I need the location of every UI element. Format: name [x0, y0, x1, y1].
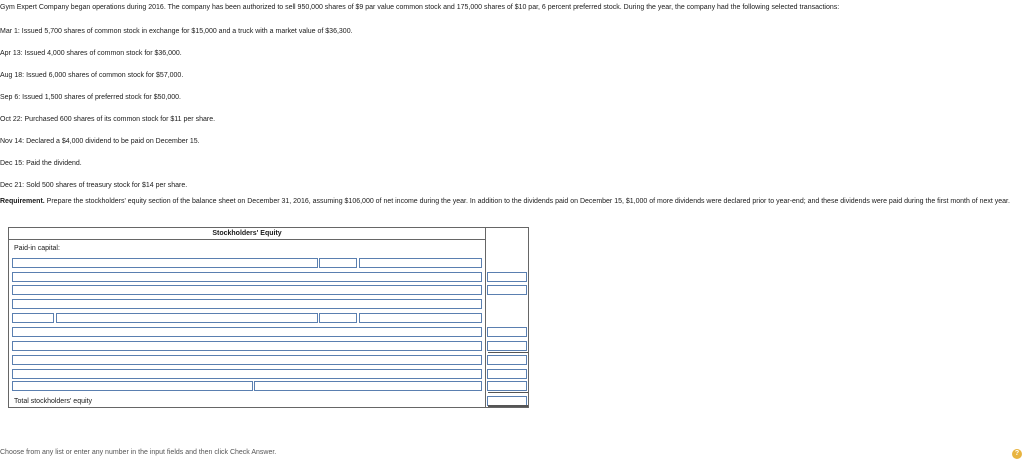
requirement-label: Requirement.	[0, 198, 45, 205]
account-select-row6[interactable]	[12, 327, 482, 337]
total-input-row7[interactable]	[487, 341, 527, 351]
account-select-row2[interactable]	[12, 272, 482, 282]
total-input-row9[interactable]	[487, 369, 527, 379]
transaction-mar-1: Mar 1: Issued 5,700 shares of common stock in exchange for $15,000 and a truck with a market value of $36,300.	[0, 28, 353, 35]
account-select-row5-b[interactable]	[56, 313, 318, 323]
total-double-rule	[488, 405, 528, 407]
paid-in-capital-label: Paid-in capital:	[14, 245, 60, 252]
instructions-footer: Choose from any list or enter any number in the input fields and then click Check Answer.	[0, 449, 277, 456]
amount-input-row1-a[interactable]	[319, 258, 357, 268]
account-select-row8[interactable]	[12, 355, 482, 365]
table-title: Stockholders' Equity	[212, 230, 282, 237]
transaction-nov-14: Nov 14: Declared a $4,000 dividend to be paid on December 15.	[0, 138, 200, 145]
problem-intro: Gym Expert Company began operations during 2016. The company has been authorized to sell 950,000 shares of $9 par value common stock and 175,000 shares of $10 par, 6 percent preferred stock. During the year, the company had the following selected transactions:	[0, 4, 840, 11]
amount-input-row5-a[interactable]	[319, 313, 357, 323]
total-input-row6[interactable]	[487, 327, 527, 337]
column-divider	[485, 228, 486, 407]
account-select-row5-a[interactable]	[12, 313, 54, 323]
account-select-row10[interactable]	[12, 381, 253, 391]
account-select-row4[interactable]	[12, 299, 482, 309]
requirement-text	[0, 198, 1020, 206]
subtotal-rule-1	[488, 352, 528, 353]
help-icon[interactable]: ?	[1012, 449, 1022, 459]
account-select-row7[interactable]	[12, 341, 482, 351]
transaction-dec-15: Dec 15: Paid the dividend.	[0, 160, 82, 167]
transaction-apr-13: Apr 13: Issued 4,000 shares of common stock for $36,000.	[0, 50, 182, 57]
title-divider	[9, 239, 485, 240]
amount-input-row10[interactable]	[254, 381, 482, 391]
amount-input-row5-b[interactable]	[359, 313, 482, 323]
total-input-row8[interactable]	[487, 355, 527, 365]
total-input-row3[interactable]	[487, 285, 527, 295]
transaction-aug-18: Aug 18: Issued 6,000 shares of common stock for $57,000.	[0, 72, 184, 79]
amount-input-row1-b[interactable]	[359, 258, 482, 268]
transaction-dec-21: Dec 21: Sold 500 shares of treasury stock for $14 per share.	[0, 182, 188, 189]
account-select-row9[interactable]	[12, 369, 482, 379]
transaction-sep-6: Sep 6: Issued 1,500 shares of preferred stock for $50,000.	[0, 94, 181, 101]
transaction-oct-22: Oct 22: Purchased 600 shares of its common stock for $11 per share.	[0, 116, 216, 123]
subtotal-rule-2	[488, 392, 528, 393]
account-select-row3[interactable]	[12, 285, 482, 295]
stockholders-equity-table	[8, 227, 529, 408]
total-input-row10[interactable]	[487, 381, 527, 391]
requirement-body: Prepare the stockholders' equity section of the balance sheet on December 31, 2016, assuming $106,000 of net income during the year. In addition to the dividends paid on December 15, $1,000 of more dividends were declared prior to year-end; and these dividends were paid during the first month of next year.	[44, 198, 1010, 205]
total-equity-label: Total stockholders' equity	[14, 398, 92, 405]
account-select-row1[interactable]	[12, 258, 318, 268]
total-input-row2[interactable]	[487, 272, 527, 282]
